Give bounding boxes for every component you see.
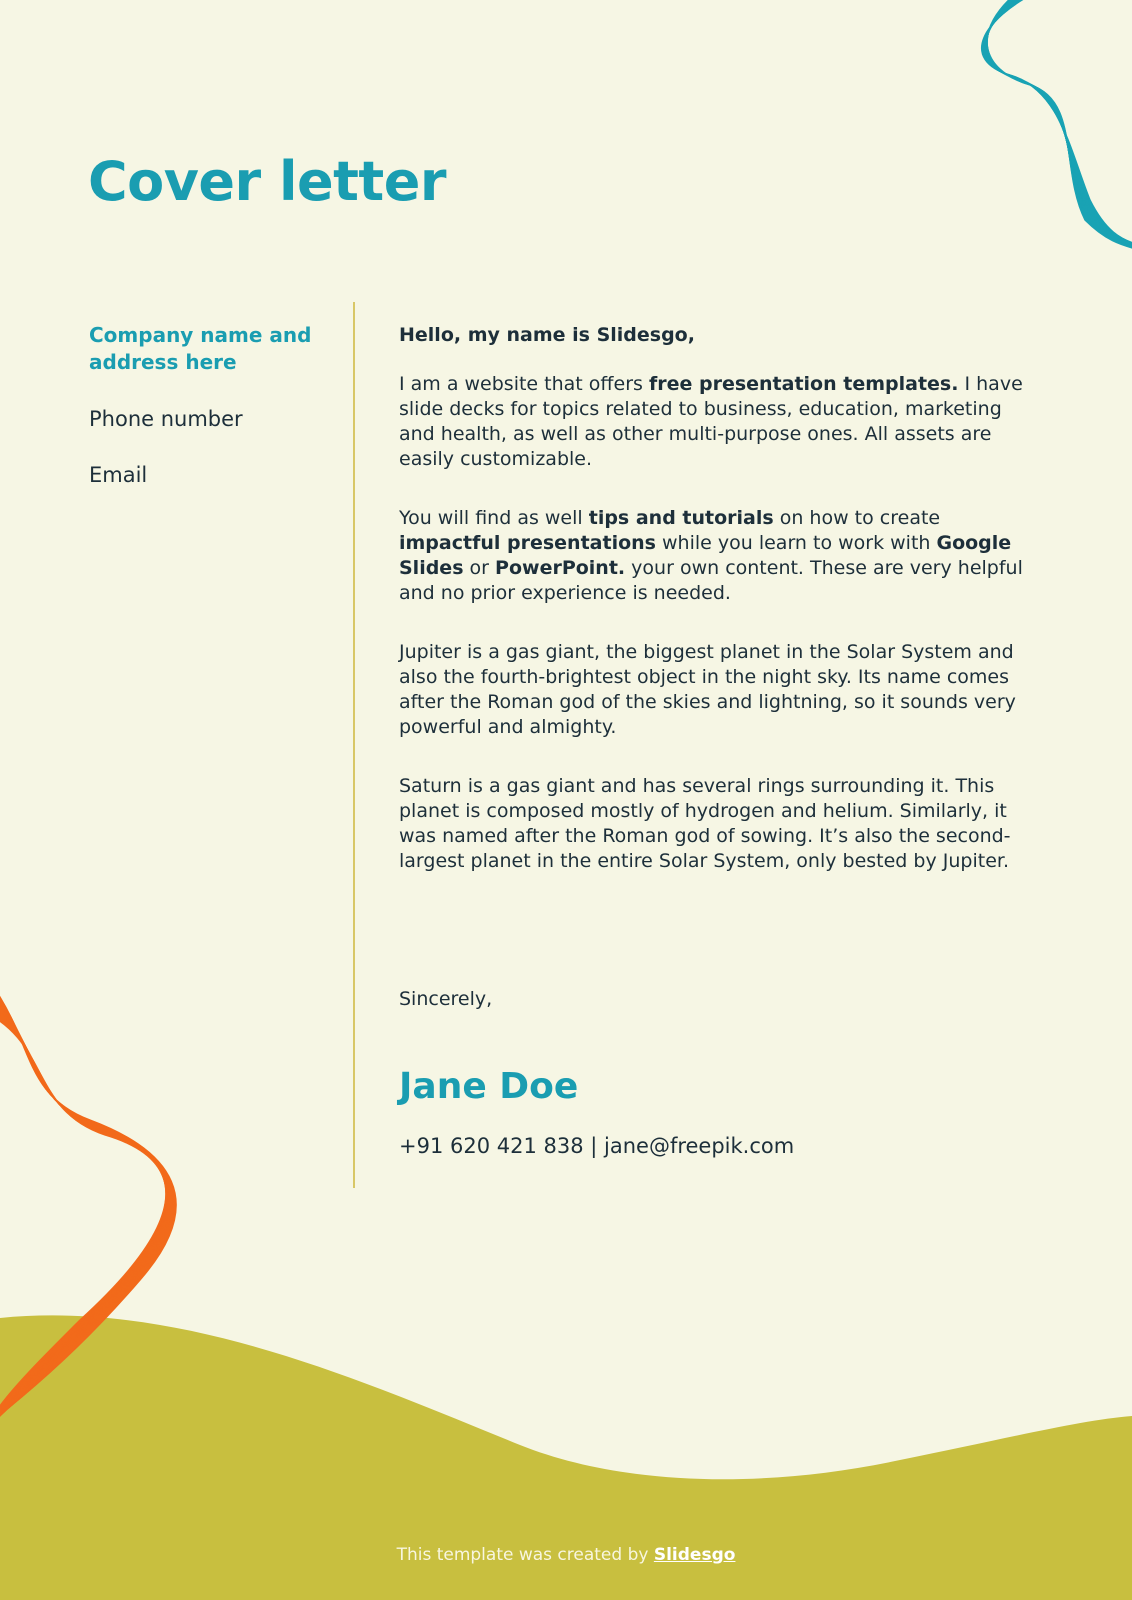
p2-bold-google: Google Slides — [399, 532, 1012, 579]
p2-bold-impactful: impactful presentations — [399, 532, 656, 554]
wave-line — [985, 0, 1132, 247]
wave-line — [986, 0, 1132, 248]
signer-name: Jane Doe — [399, 1066, 579, 1107]
p2-bold-tips: tips and tutorials — [588, 507, 774, 529]
wave-line — [982, 0, 1132, 245]
wave-line — [987, 0, 1132, 249]
p1-text-end: I have slide decks for topics related to business, education, marketing and health, as well as other multi-purpose ones. All assets are easily customizable. — [399, 373, 1023, 470]
paragraph-3: Jupiter is a gas giant, the biggest planet in the Solar System and also the fourth-brightest object in the night sky. Its name comes after the Roman god of the skies and lightning, so it sounds very powerful and almighty. — [399, 641, 1016, 738]
wave-line — [986, 0, 1132, 248]
paragraph-2 — [399, 506, 1029, 606]
wave-line — [983, 0, 1132, 246]
wave-line — [984, 0, 1132, 246]
wave-line — [985, 0, 1132, 247]
column-divider — [353, 302, 355, 1188]
paragraph-1 — [399, 372, 1029, 472]
wave-line — [987, 0, 1132, 249]
greeting: Hello, my name is Slidesgo, — [399, 324, 695, 346]
wave-line — [984, 0, 1132, 247]
company-address: Company name and address here — [89, 323, 312, 374]
wave-line — [983, 0, 1132, 246]
wave-line — [987, 0, 1132, 250]
p2-text-end: your own content. These are very helpful and no prior experience is needed. — [399, 557, 1023, 604]
p1-bold: free presentation templates. — [648, 373, 959, 395]
slidesgo-link[interactable]: Slidesgo — [653, 1545, 736, 1565]
p2-text: or — [463, 557, 496, 579]
teal-line-wave — [982, 0, 1132, 250]
closing: Sincerely, — [399, 988, 493, 1010]
footer-text: This template was created by — [396, 1545, 654, 1565]
p2-text: You will find as well — [399, 507, 589, 529]
wave-line — [983, 0, 1132, 246]
p2-bold-powerpoint: PowerPoint. — [495, 557, 626, 579]
paragraph-4: Saturn is a gas giant and has several rings surrounding it. This planet is composed mostly of hydrogen and helium. Similarly, it was named after the Roman god of sowing. It’s also the second-largest planet in the entire Solar System, only bested by Jupiter. — [399, 775, 1011, 872]
wave-line — [986, 0, 1132, 248]
letter-body — [399, 320, 1029, 908]
wave-line — [985, 0, 1132, 247]
wave-line — [986, 0, 1132, 248]
wave-line — [987, 0, 1132, 249]
page-title: Cover letter — [88, 150, 446, 213]
sender-info — [89, 322, 329, 516]
p1-text: I am a website that offers — [399, 373, 649, 395]
wave-line — [986, 0, 1132, 249]
wave-line — [985, 0, 1132, 247]
signer-contact: +91 620 421 838 | jane@freepik.com — [399, 1134, 795, 1158]
footer-credit — [0, 1545, 1132, 1565]
wave-line — [987, 0, 1132, 250]
wave-line — [986, 0, 1132, 248]
phone-number: Phone number — [89, 407, 243, 431]
wave-line — [982, 0, 1132, 245]
p2-text: on how to create — [773, 507, 941, 529]
wave-line — [984, 0, 1132, 246]
wave-line — [982, 0, 1132, 245]
p2-text: while you learn to work with — [655, 532, 937, 554]
email: Email — [89, 463, 148, 487]
wave-line — [987, 0, 1132, 249]
wave-line — [987, 0, 1132, 250]
